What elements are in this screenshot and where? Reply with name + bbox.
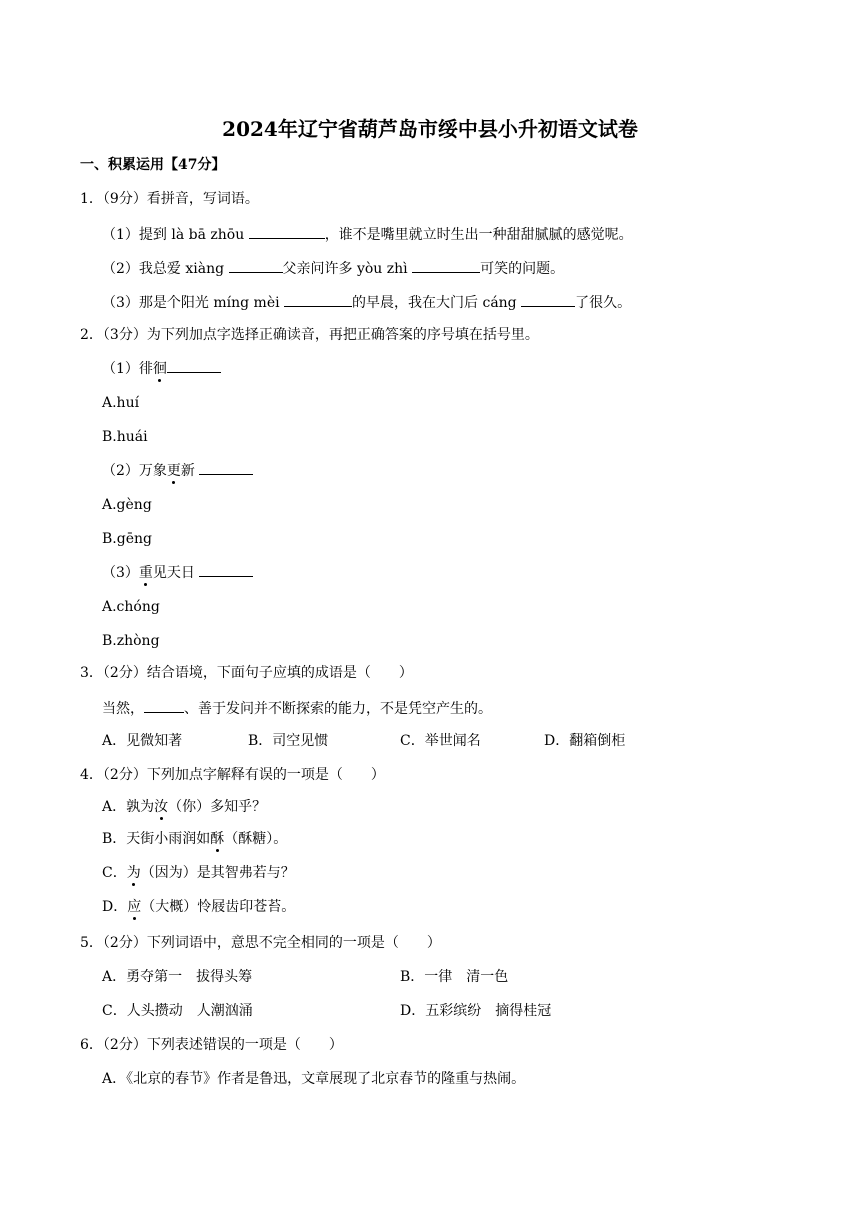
answer-blank[interactable] [199,460,253,475]
option-a[interactable]: A．见微知著 [102,733,183,749]
question-2-stem: 2．（3分）为下列加点字选择正确读音，再把正确答案的序号填在括号里。 [80,327,539,343]
dotted-character: 徊 [152,361,167,377]
text: 可笑的问题。 [480,261,565,277]
text: 的早晨，我在大门后 cáng [352,295,522,311]
question-1-item-3 [102,292,631,312]
question-5-stem: 5．（2分）下列词语中，意思不完全相同的一项是（ ） [80,935,441,951]
option-a[interactable]: A.huí [102,395,140,411]
text: （你）多知乎？ [168,799,267,815]
text: （酥糖）。 [224,831,288,847]
option-d[interactable]: D．五彩缤纷 摘得桂冠 [400,1003,552,1019]
option-b[interactable]: B.huái [102,429,148,445]
answer-blank[interactable] [229,258,283,273]
answer-blank[interactable] [144,698,184,713]
text: 父亲问许多 yòu zhì [282,261,413,277]
question-3-stem: 3．（2分）结合语境，下面句子应填的成语是（ ） [80,665,413,681]
question-2-item-3 [102,562,253,582]
text: （1）提到 là bā zhōu [102,227,249,243]
question-1-item-2 [102,258,564,278]
text: ，谁不是嘴里就立时生出一种甜甜腻腻的感觉呢。 [324,227,633,243]
text: （大概）怜屐齿印苍苔。 [141,899,296,915]
answer-blank[interactable] [412,258,480,273]
question-2-item-2 [102,460,253,480]
text: B．天街小雨润如 [102,831,211,847]
answer-blank[interactable] [284,292,352,307]
dotted-character: 汝 [154,799,169,815]
question-4-stem: 4．（2分）下列加点字解释有误的一项是（ ） [80,767,385,783]
text: （2）我总爱 xiàng [102,261,229,277]
text: C． [102,865,127,881]
option-a[interactable]: A.gèng [102,497,152,513]
question-3-sentence [102,698,492,718]
option-d[interactable]: D．翻箱倒柜 [544,733,626,749]
question-1-item-1 [102,224,633,244]
option-c[interactable]: C．举世闻名 [400,733,481,749]
question-1-stem: 1．（9分）看拼音，写词语。 [80,191,259,207]
text: 、善于发问并不断探索的能力，不是凭空产生的。 [184,701,492,717]
option-b[interactable]: B.gēng [102,531,152,547]
option-b[interactable]: B．一律 清一色 [400,969,509,985]
dotted-character: 应 [127,899,142,915]
option-a[interactable] [102,798,266,816]
option-a[interactable]: A．勇夺第一 拔得头筹 [102,969,253,985]
option-b[interactable] [102,830,287,848]
option-b[interactable]: B.zhòng [102,633,160,649]
text: （1）徘 [102,361,153,377]
text: （2）万象 [102,463,167,479]
answer-blank[interactable] [521,292,575,307]
text: 见天日 [152,565,200,581]
text: （3） [102,565,139,581]
answer-blank[interactable] [199,562,253,577]
text: 新 [180,463,200,479]
text: （3）那是个阳光 míng mèi [102,295,285,311]
option-d[interactable] [102,898,295,916]
question-2-item-1 [102,358,221,378]
option-a[interactable]: A．《北京的春节》作者是鲁迅，文章展现了北京春节的隆重与热闹。 [102,1071,526,1087]
text: A．孰为 [102,799,155,815]
text: D． [102,899,128,915]
dotted-character: 为 [126,865,141,881]
dotted-character: 重 [138,565,153,581]
question-6-stem: 6．（2分）下列表述错误的一项是（ ） [80,1037,343,1053]
answer-blank[interactable] [249,224,325,239]
text: 当然， [102,701,144,717]
text: （因为）是其智弗若与？ [140,865,295,881]
option-b[interactable]: B．司空见惯 [248,733,329,749]
option-c[interactable]: C．人头攒动 人潮汹涌 [102,1003,253,1019]
option-c[interactable] [102,864,295,882]
section-heading: 一、积累运用【47分】 [80,157,226,173]
answer-blank[interactable] [167,358,221,373]
dotted-character: 酥 [210,831,225,847]
dotted-character: 更 [166,463,181,479]
option-a[interactable]: A.chóng [102,599,160,615]
text: 了很久。 [575,295,632,311]
page-title: 2024年辽宁省葫芦岛市绥中县小升初语文试卷 [222,117,638,141]
